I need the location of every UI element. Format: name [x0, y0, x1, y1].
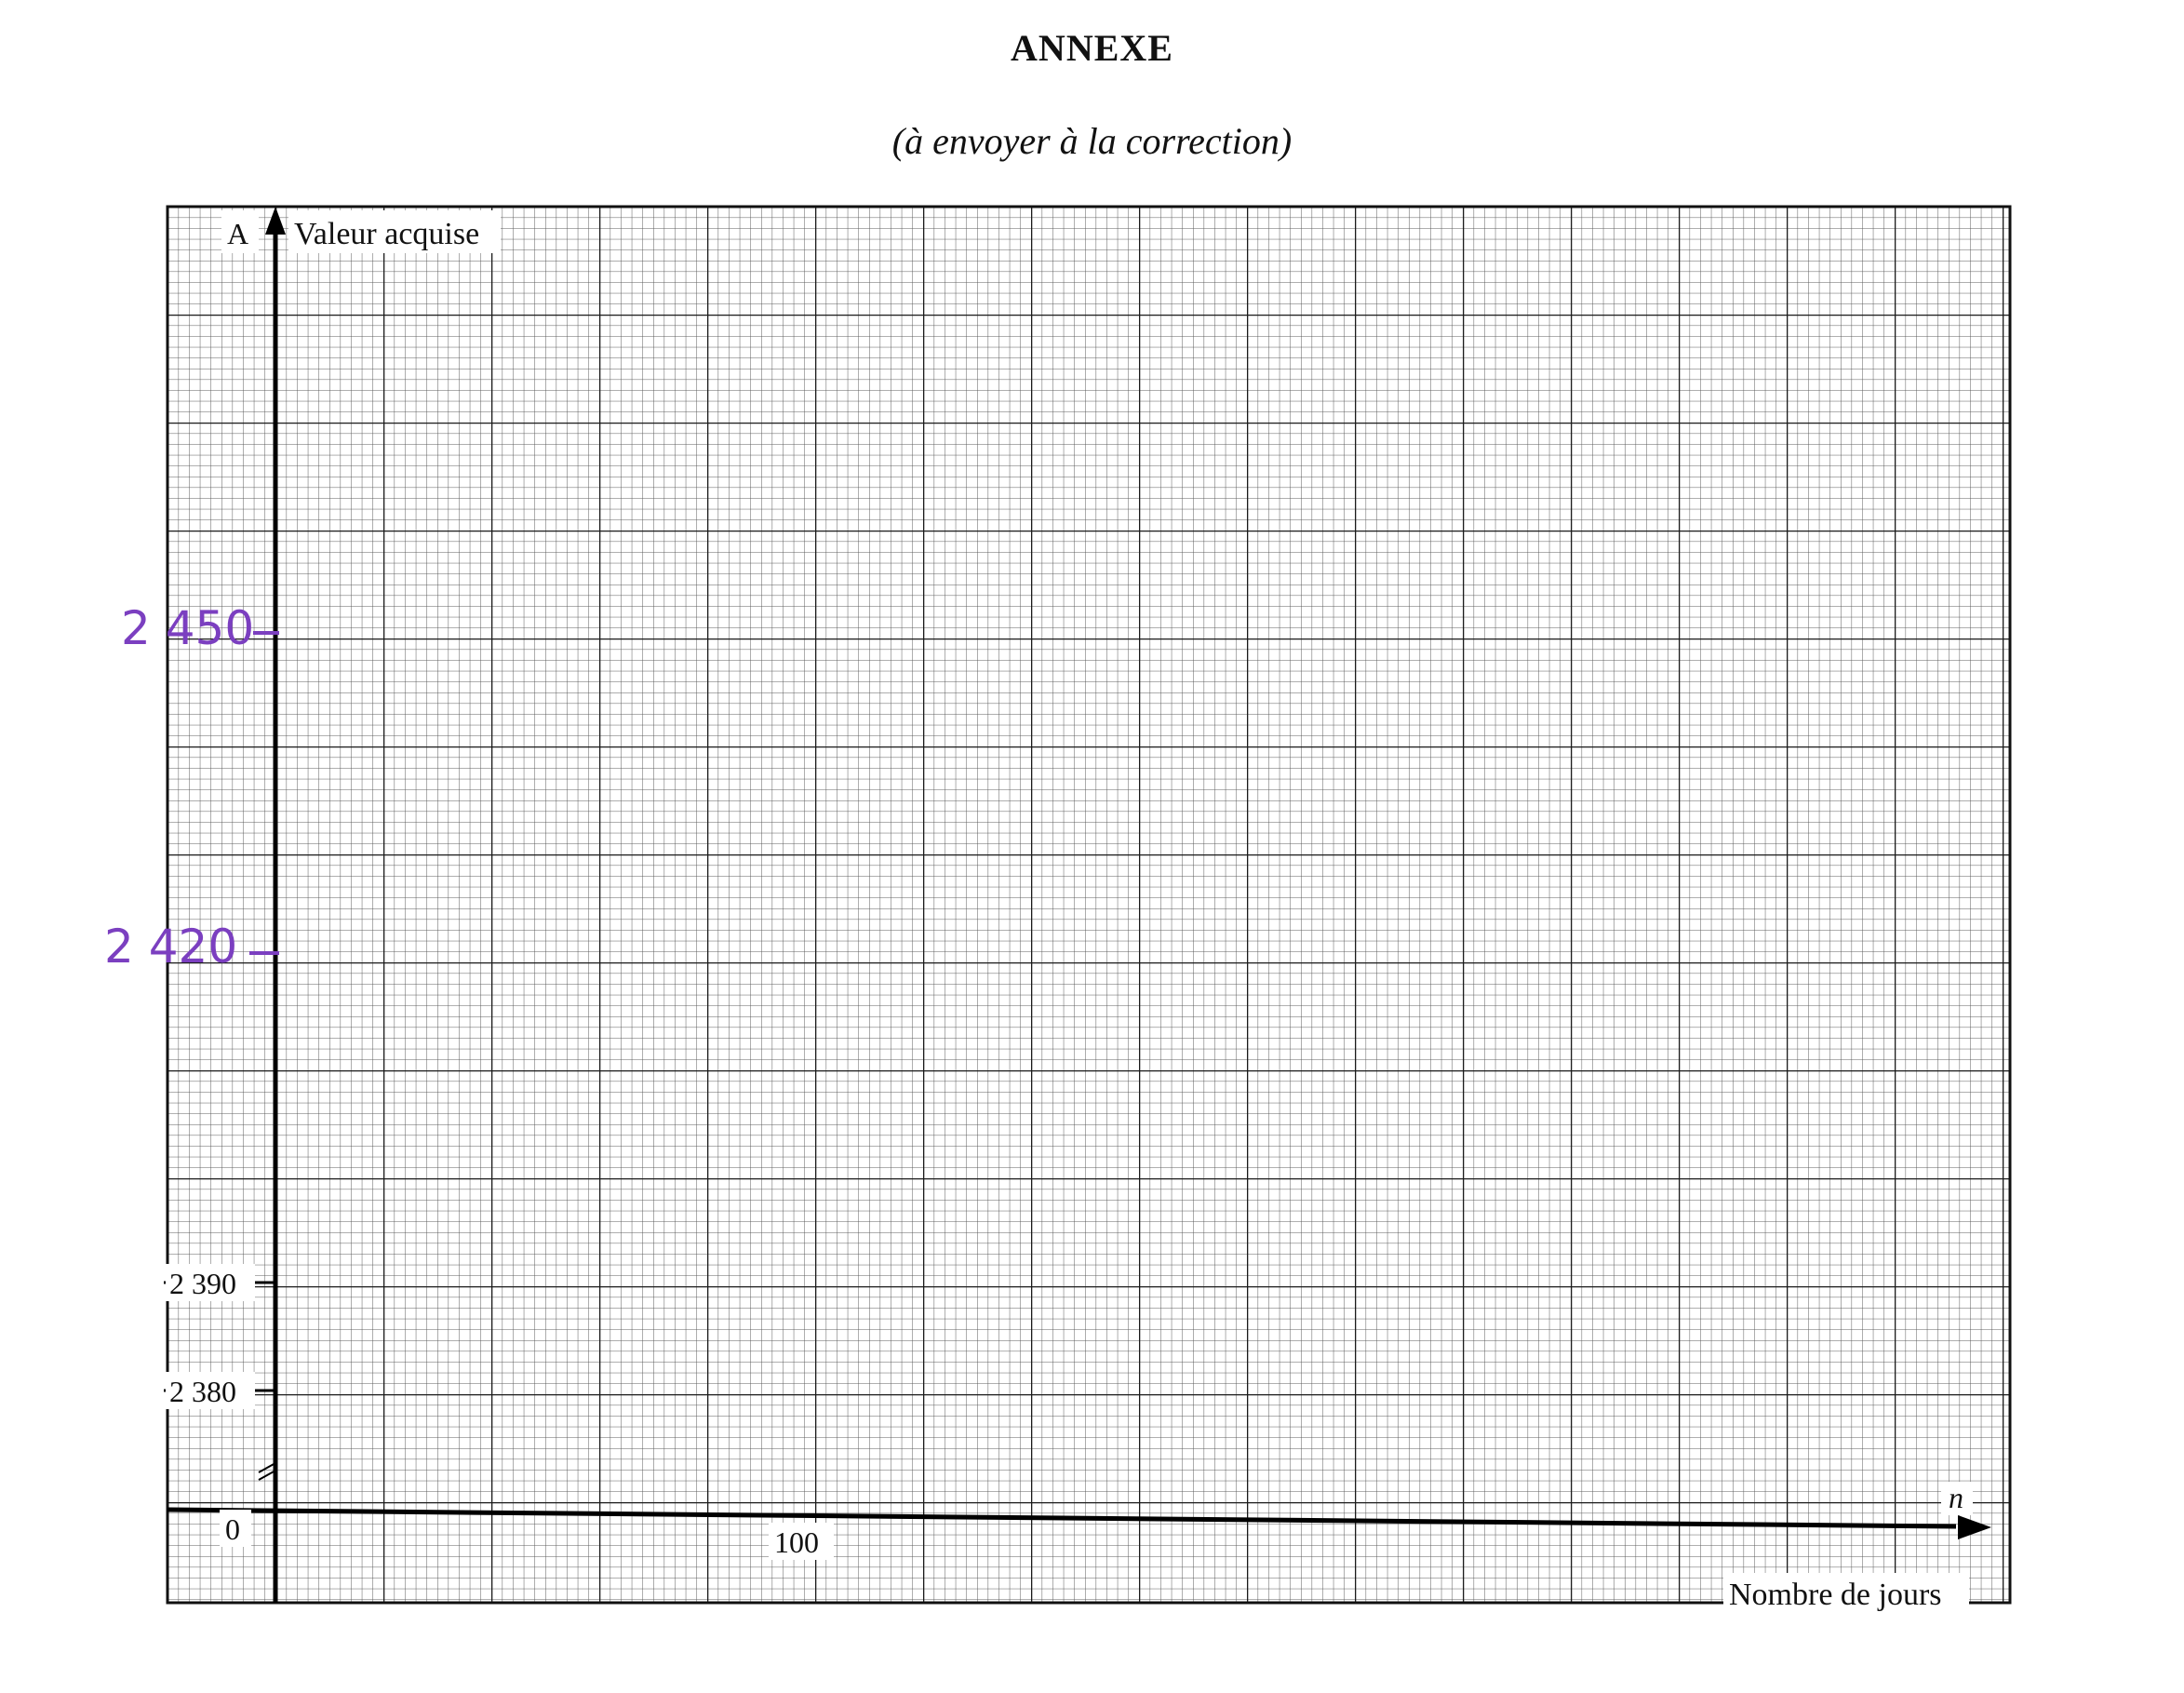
handwritten-label-2420: 2 420: [104, 920, 238, 974]
x-axis-letter: n: [1949, 1481, 1963, 1514]
y-axis-letter: A: [227, 217, 249, 250]
page-subtitle: (à envoyer à la correction): [891, 120, 1293, 162]
y-tick-label-2390: 2 390: [169, 1267, 236, 1300]
y-tick-label-2380: 2 380: [169, 1375, 236, 1408]
x-axis-label: Nombre de jours: [1729, 1578, 1942, 1612]
page-title: ANNEXE: [1011, 27, 1173, 69]
handwritten-label-2450: 2 450: [121, 601, 255, 655]
y-axis-label: Valeur acquise: [294, 217, 480, 251]
origin-label: 0: [225, 1512, 240, 1546]
x-tick-label-100: 100: [774, 1525, 819, 1559]
grid-sheet: [167, 207, 2010, 1603]
